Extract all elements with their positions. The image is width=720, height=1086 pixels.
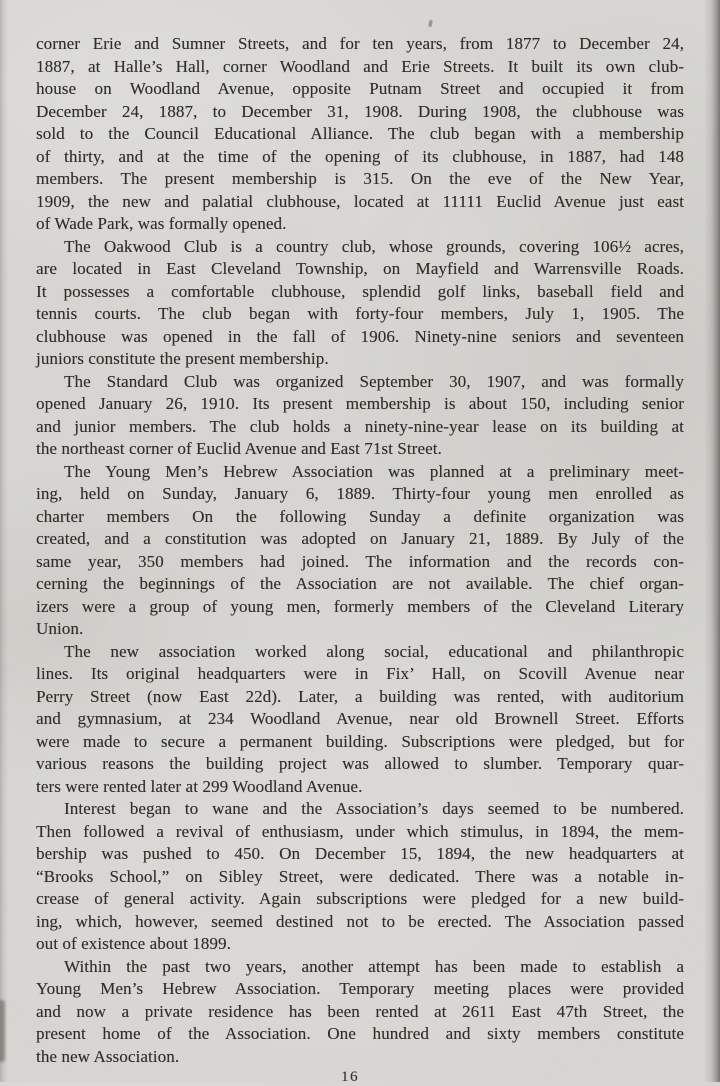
text-line: Within the past two years, another attempt has been made to establish a xyxy=(64,956,684,976)
text-line: ters were rented later at 299 Woodland Avenue. xyxy=(36,776,363,796)
paragraph xyxy=(36,461,684,641)
text-line: and gymnasium, at 234 Woodland Avenue, near old Brownell Street. Efforts xyxy=(36,709,684,728)
text-line: December 24, 1887, to December 31, 1908. During 1908, the clubhouse was xyxy=(36,101,684,121)
text-line: created, and a constitution was adopted on January 21, 1889. By July of the xyxy=(36,529,684,548)
scan-smudge xyxy=(0,1000,5,1062)
text-line: charter members On the following Sunday a definite organization was xyxy=(36,506,684,526)
text-line: juniors constitute the present membership. xyxy=(36,349,329,368)
text-line: opened January 26, 1910. Its present membership is about 150, including senior xyxy=(36,394,684,413)
text-line: the northeast corner of Euclid Avenue and East 71st Street. xyxy=(36,439,442,458)
text-line: izers were a group of young men, formerly members of the Cleveland Literary xyxy=(36,596,684,616)
text-line: cerning the beginnings of the Association are not available. The chief organ- xyxy=(36,574,684,593)
paragraph xyxy=(36,641,684,799)
text-line: 1887, at Halle’s Hall, corner Woodland and Erie Streets. It built its own club- xyxy=(36,56,684,76)
text-line: same year, 350 members had joined. The information and the records con- xyxy=(36,551,684,571)
text-line: Union. xyxy=(36,619,84,638)
scan-edge-left xyxy=(0,0,8,1082)
scan-speck xyxy=(428,20,432,27)
text-line: the new Association. xyxy=(36,1046,180,1066)
text-line: “Brooks School,” on Sibley Street, were dedicated. There was a notable in- xyxy=(36,866,684,886)
text-line: The Young Men’s Hebrew Association was planned at a preliminary meet- xyxy=(64,461,684,481)
text-line: are located in East Cleveland Township, on Mayfield and Warrensville Roads. xyxy=(36,259,684,278)
text-line: out of existence about 1899. xyxy=(36,934,231,953)
page-text xyxy=(36,33,684,1068)
text-line: Then followed a revival of enthusiasm, under which stimulus, in 1894, the mem- xyxy=(36,821,684,841)
text-line: corner Erie and Sumner Streets, and for ten years, from 1877 to December 24, xyxy=(36,34,684,53)
text-line: members. The present membership is 315. On the eve of the New Year, xyxy=(36,169,684,188)
text-line: Interest began to wane and the Association’s days seemed to be numbered. xyxy=(64,799,684,818)
text-line: house on Woodland Avenue, opposite Putnam Street and occupied it from xyxy=(36,79,684,98)
text-line: clubhouse was opened in the fall of 1906. Ninety-nine seniors and seventeen xyxy=(36,326,684,346)
paragraph xyxy=(36,371,684,461)
text-line: present home of the Association. One hundred and sixty members constitute xyxy=(36,1024,684,1043)
text-line: The Oakwood Club is a country club, whose grounds, covering 106½ acres, xyxy=(64,236,684,256)
text-line: of thirty, and at the time of the opening of its clubhouse, in 1887, had 148 xyxy=(36,146,684,166)
text-line: were made to secure a permanent building. Subscriptions were pledged, but for xyxy=(36,731,684,751)
text-line: crease of general activity. Again subscriptions were pledged for a new build- xyxy=(36,889,684,908)
text-line: The new association worked along social, educational and philanthropic xyxy=(64,641,684,661)
text-line: ing, which, however, seemed destined not to be erected. The Association passed xyxy=(36,911,684,931)
paragraph xyxy=(36,956,684,1069)
text-line: It possesses a comfortable clubhouse, splendid golf links, baseball field and xyxy=(36,281,684,301)
page-number: 16 xyxy=(341,1069,359,1085)
paragraph xyxy=(36,236,684,371)
paragraph xyxy=(36,33,684,236)
text-line: ing, held on Sunday, January 6, 1889. Thirty-four young men enrolled as xyxy=(36,484,684,503)
paragraph xyxy=(36,798,684,956)
text-line: The Standard Club was organized September 30, 1907, and was formally xyxy=(64,371,684,391)
text-line: of Wade Park, was formally opened. xyxy=(36,214,287,233)
text-line: sold to the Council Educational Alliance. The club began with a membership xyxy=(36,124,684,143)
text-line: Young Men’s Hebrew Association. Temporary meeting places were provided xyxy=(36,979,684,998)
text-line: and junior members. The club holds a ninety-nine-year lease on its building at xyxy=(36,416,684,436)
text-line: lines. Its original headquarters were in Fix’ Hall, on Scovill Avenue near xyxy=(36,664,684,683)
text-line: and now a private residence has been rented at 2611 East 47th Street, the xyxy=(36,1001,684,1021)
text-line: various reasons the building project was allowed to slumber. Temporary quar- xyxy=(36,754,684,773)
text-line: tennis courts. The club began with forty-four members, July 1, 1905. The xyxy=(36,304,684,323)
scan-edge-right xyxy=(704,0,720,1082)
text-line: bership was pushed to 450. On December 15, 1894, the new headquarters at xyxy=(36,844,684,863)
text-line: Perry Street (now East 22d). Later, a building was rented, with auditorium xyxy=(36,686,684,706)
text-line: 1909, the new and palatial clubhouse, located at 11111 Euclid Avenue just east xyxy=(36,191,684,211)
